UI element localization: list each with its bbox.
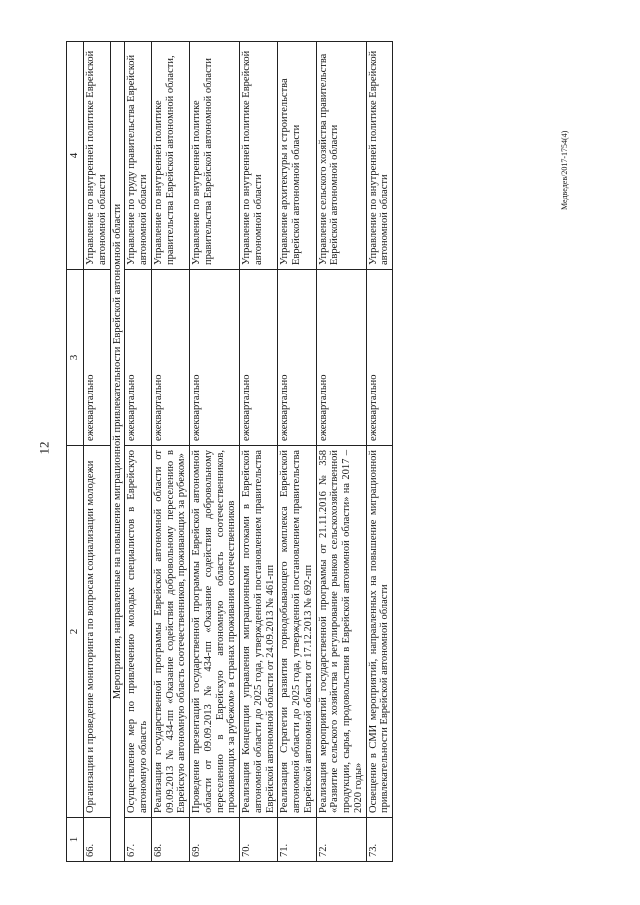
table-row — [278, 42, 316, 862]
document-code: Медведев/2017-1754(4) — [560, 130, 569, 210]
page-number: 12 — [36, 441, 52, 455]
measure-description: Проведение презентаций государственной программы Еврейской автономной области от 09.09.2013 № 434-пп «Оказание содействия добровольному переселению в Еврейскую автономную область соотечественников, проживающих за рубежом» в странах проживания соотечественников — [190, 446, 240, 818]
table-row — [125, 42, 152, 862]
table-row — [190, 42, 240, 862]
report-frequency: ежеквартально — [151, 270, 189, 446]
report-frequency: ежеквартально — [84, 270, 111, 446]
measure-description: Осуществление мер по привлечению молодых специалистов в Еврейскую автономную область — [125, 446, 152, 818]
column-number: 2 — [67, 446, 84, 818]
rotated-table-container — [66, 42, 566, 862]
responsible-executor: Управление по труду правительства Еврейской автономной области — [125, 42, 152, 270]
measure-description: Реализация государственной программы Еврейской автономной области от 09.09.2013 № 434-пп «Оказание содействия добровольному переселению в Еврейскую автономную область соотечественников, проживающих за рубежом» — [151, 446, 189, 818]
responsible-executor: Управление по внутренней политике Еврейской автономной области — [84, 42, 111, 270]
measure-description: Реализация мероприятий государственной программы от 21.11.2016 № 358 «Развитие сельского хозяйства и регулирование рынков сельскохозяйственной продукции, сырья, продовольствия в Еврейской автономной области» на 2017 – 2020 годы» — [316, 446, 366, 818]
table-row — [366, 42, 393, 862]
report-frequency: ежеквартально — [125, 270, 152, 446]
responsible-executor: Управление по внутренней политике правительства Еврейской автономной области, — [151, 42, 189, 270]
report-frequency: ежеквартально — [366, 270, 393, 446]
row-number: 72. — [316, 818, 366, 862]
row-number: 71. — [278, 818, 316, 862]
responsible-executor: Управление по внутренней политике правительства Еврейской автономной области — [190, 42, 240, 270]
section-title: Мероприятия, направленные на повышение миграционной привлекательности Еврейской автономной области — [110, 42, 125, 862]
row-number: 68. — [151, 818, 189, 862]
row-number: 70. — [240, 818, 278, 862]
column-number-row — [67, 42, 84, 862]
responsible-executor: Управление по внутренней политике Еврейской автономной области — [240, 42, 278, 270]
table-row — [151, 42, 189, 862]
measures-table — [66, 41, 393, 862]
responsible-executor: Управление сельского хозяйства правительства Еврейской автономной области — [316, 42, 366, 270]
report-frequency: ежеквартально — [240, 270, 278, 446]
table-row — [316, 42, 366, 862]
column-number: 4 — [67, 42, 84, 270]
report-frequency: ежеквартально — [190, 270, 240, 446]
responsible-executor: Управление по внутренней политике Еврейской автономной области — [366, 42, 393, 270]
column-number: 3 — [67, 270, 84, 446]
report-frequency: ежеквартально — [278, 270, 316, 446]
measure-description: Организация и проведение мониторинга по вопросам социализации молодежи — [84, 446, 111, 818]
table-row — [84, 42, 111, 862]
measure-description: Освещение в СМИ мероприятий, направленных на повышение миграционной привлекательности Еврейской автономной области — [366, 446, 393, 818]
report-frequency: ежеквартально — [316, 270, 366, 446]
row-number: 66. — [84, 818, 111, 862]
measure-description: Реализация Стратегии развития горнодобывающего комплекса Еврейской автономной области до 2025 года, утвержденной постановлением правительства Еврейской автономной области от 17.12.2013 № 692-пп — [278, 446, 316, 818]
responsible-executor: Управление архитектуры и строительства Еврейской автономной области — [278, 42, 316, 270]
row-number: 69. — [190, 818, 240, 862]
column-number: 1 — [67, 818, 84, 862]
measure-description: Реализация Концепции управления миграционными потоками в Еврейской автономной области до 2025 года, утвержденной постановлением правительства Еврейской автономной области от 24.09.2013 № 461-пп — [240, 446, 278, 818]
row-number: 67. — [125, 818, 152, 862]
section-header-row — [110, 42, 125, 862]
table-row — [240, 42, 278, 862]
row-number: 73. — [366, 818, 393, 862]
